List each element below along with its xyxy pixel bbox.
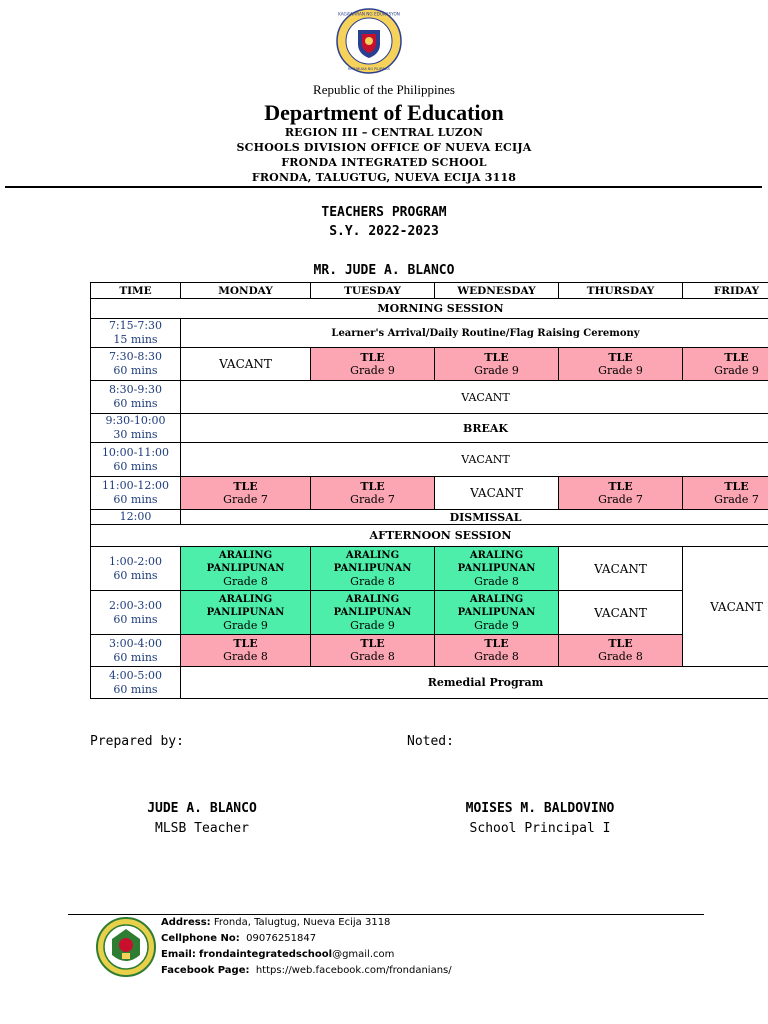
- dismissal-cell: DISMISSAL: [181, 510, 768, 525]
- time-cell: 7:30-8:30 60 mins: [91, 348, 181, 381]
- header-row: [91, 283, 768, 299]
- tle-cell: TLE Grade 9: [683, 348, 768, 381]
- morning-session-label: MORNING SESSION: [91, 299, 768, 319]
- header-divider: [5, 186, 762, 188]
- prepared-by-label: Prepared by:: [90, 734, 184, 749]
- time-cell: 8:30-9:30 60 mins: [91, 381, 181, 414]
- noted-label: Noted:: [407, 734, 454, 749]
- ap-cell: ARALING PANLIPUNAN Grade 9: [311, 591, 435, 635]
- table-row: [91, 667, 768, 699]
- noter-name: MOISES M. BALDOVINO: [465, 801, 615, 816]
- time-cell: 10:00-11:00 60 mins: [91, 443, 181, 477]
- tle-cell: TLE Grade 9: [559, 348, 683, 381]
- tle-cell: TLE Grade 9: [435, 348, 559, 381]
- table-row: [91, 591, 768, 635]
- col-tuesday: TUESDAY: [311, 283, 435, 299]
- vacant-cell: VACANT: [559, 547, 683, 591]
- time-cell: 3:00-4:00 60 mins: [91, 635, 181, 667]
- time-cell: 7:15-7:30 15 mins: [91, 319, 181, 348]
- deped-seal-logo: [336, 8, 402, 74]
- tle-cell: TLE Grade 8: [559, 635, 683, 667]
- ap-cell: ARALING PANLIPUNAN Grade 9: [435, 591, 559, 635]
- col-wednesday: WEDNESDAY: [435, 283, 559, 299]
- time-cell: 2:00-3:00 60 mins: [91, 591, 181, 635]
- time-cell: 12:00: [91, 510, 181, 525]
- tle-cell: TLE Grade 8: [311, 635, 435, 667]
- school-address: FRONDA, TALUGTUG, NUEVA ECIJA 3118: [251, 171, 517, 184]
- tle-cell: TLE Grade 8: [435, 635, 559, 667]
- program-title: TEACHERS PROGRAM: [321, 205, 447, 220]
- table-row: [91, 525, 768, 547]
- footer-address: Address: Fronda, Talugtug, Nueva Ecija 3118: [161, 917, 391, 928]
- table-row: [91, 547, 768, 591]
- tle-cell: TLE Grade 7: [311, 477, 435, 510]
- preparer-title: MLSB Teacher: [155, 821, 249, 836]
- school-year: S.Y. 2022-2023: [329, 224, 439, 239]
- vacant-cell: VACANT: [181, 348, 311, 381]
- footer-email: Email: frondaintegratedschool@gmail.com: [161, 949, 395, 960]
- col-friday: FRIDAY: [683, 283, 768, 299]
- table-row: [91, 635, 768, 667]
- table-row: [91, 443, 768, 477]
- department-title: Department of Education: [264, 100, 504, 125]
- time-cell: 1:00-2:00 60 mins: [91, 547, 181, 591]
- col-time: TIME: [91, 283, 181, 299]
- footer-facebook: Facebook Page: https://web.facebook.com/frondanians/: [161, 965, 452, 976]
- vacant-cell: VACANT: [181, 443, 768, 477]
- arrival-cell: Learner's Arrival/Daily Routine/Flag Raising Ceremony: [181, 319, 768, 348]
- tle-cell: TLE Grade 7: [559, 477, 683, 510]
- col-thursday: THURSDAY: [559, 283, 683, 299]
- ap-cell: ARALING PANLIPUNAN Grade 8: [435, 547, 559, 591]
- preparer-name: JUDE A. BLANCO: [147, 801, 257, 816]
- ap-cell: ARALING PANLIPUNAN Grade 9: [181, 591, 311, 635]
- tle-cell: TLE Grade 9: [311, 348, 435, 381]
- teacher-name: MR. JUDE A. BLANCO: [313, 263, 455, 278]
- ap-cell: ARALING PANLIPUNAN Grade 8: [311, 547, 435, 591]
- afternoon-session-label: AFTERNOON SESSION: [91, 525, 768, 547]
- table-row: [91, 299, 768, 319]
- col-monday: MONDAY: [181, 283, 311, 299]
- remedial-cell: Remedial Program: [181, 667, 768, 699]
- ap-cell: ARALING PANLIPUNAN Grade 8: [181, 547, 311, 591]
- division-text: SCHOOLS DIVISION OFFICE OF NUEVA ECIJA: [236, 141, 532, 154]
- vacant-cell: VACANT: [683, 547, 768, 667]
- footer-cellphone: Cellphone No: 09076251847: [161, 933, 317, 944]
- time-cell: 4:00-5:00 60 mins: [91, 667, 181, 699]
- tle-cell: TLE Grade 7: [683, 477, 768, 510]
- table-row: [91, 510, 768, 525]
- table-row: [91, 319, 768, 348]
- school-name: FRONDA INTEGRATED SCHOOL: [281, 156, 487, 169]
- noter-title: School Principal I: [469, 821, 611, 836]
- tle-cell: TLE Grade 8: [181, 635, 311, 667]
- vacant-cell: VACANT: [559, 591, 683, 635]
- break-cell: BREAK: [181, 414, 768, 443]
- table-row: [91, 381, 768, 414]
- table-row: [91, 477, 768, 510]
- republic-text: Republic of the Philippines: [313, 82, 455, 97]
- school-logo: [96, 917, 156, 977]
- region-text: REGION III – CENTRAL LUZON: [284, 126, 484, 139]
- vacant-cell: VACANT: [435, 477, 559, 510]
- time-cell: 11:00-12:00 60 mins: [91, 477, 181, 510]
- table-row: [91, 348, 768, 381]
- schedule-table: [90, 282, 768, 699]
- time-cell: 9:30-10:00 30 mins: [91, 414, 181, 443]
- tle-cell: TLE Grade 7: [181, 477, 311, 510]
- table-row: [91, 414, 768, 443]
- seal-text-bottom: REPUBLIKA NG PILIPINAS: [347, 67, 391, 71]
- vacant-cell: VACANT: [181, 381, 768, 414]
- seal-text-top: KAGAWARAN NG EDUKASYON: [338, 11, 400, 17]
